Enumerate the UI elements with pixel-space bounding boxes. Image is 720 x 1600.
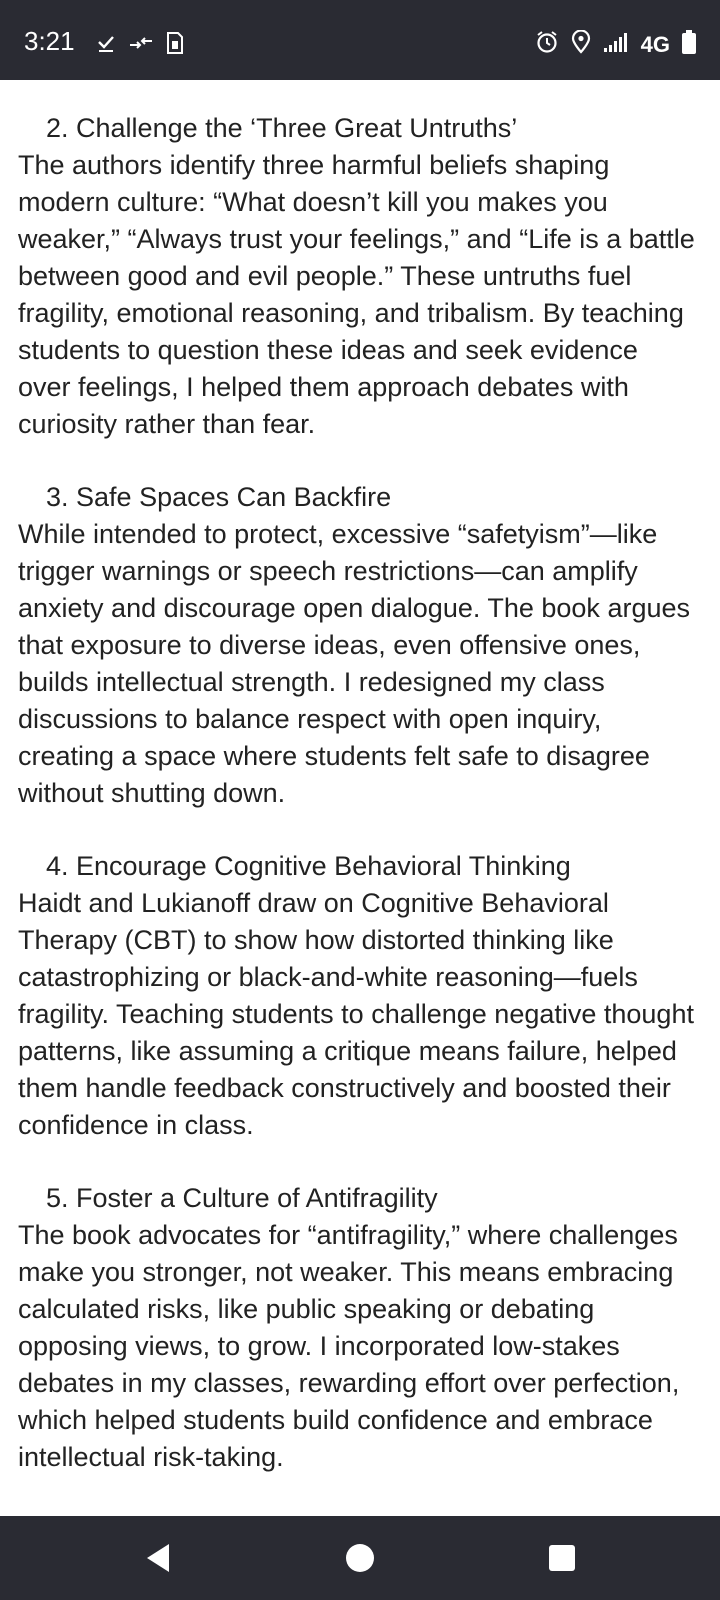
article-section [18, 848, 702, 1144]
home-icon [344, 1542, 376, 1574]
article-section [18, 479, 702, 812]
navigation-bar [0, 1516, 720, 1600]
section-heading: 2. Challenge the ‘Three Great Untruths’ [46, 113, 518, 143]
section-heading: 5. Foster a Culture of Antifragility [46, 1183, 438, 1213]
back-icon [143, 1542, 173, 1574]
article-section [18, 1180, 702, 1476]
location-icon [571, 30, 591, 59]
status-left-icons [96, 32, 184, 59]
status-time: 3:21 [24, 26, 75, 56]
recents-icon [547, 1543, 577, 1573]
back-button[interactable] [136, 1536, 180, 1580]
battery-icon [682, 30, 696, 59]
alarm-icon [535, 30, 559, 59]
transfer-icon [128, 33, 154, 58]
status-right-icons [535, 30, 696, 59]
section-body: Haidt and Lukianoff draw on Cognitive Behavioral Therapy (CBT) to show how distorted thinking like catastrophizing or black-and-white reasoning—fuels fragility. Teaching students to challenge negative thought patterns, like assuming a critique means failure, helped them handle feedback constructively and boosted their confidence in class. [18, 888, 694, 1140]
network-type-label: 4G [640, 31, 670, 57]
home-button[interactable] [338, 1536, 382, 1580]
sim-card-icon [166, 32, 184, 59]
section-body: The book advocates for “antifragility,” where challenges make you stronger, not weaker. This means embracing calculated risks, like public speaking or debating opposing views, to grow. I incorporated low-stakes debates in my classes, rewarding effort over perfection, which helped students build confidence and embrace intellectual risk-taking. [18, 1220, 680, 1472]
recents-button[interactable] [540, 1536, 584, 1580]
section-heading: 3. Safe Spaces Can Backfire [46, 482, 392, 512]
article [0, 80, 702, 1476]
download-check-icon [96, 33, 116, 58]
status-bar [0, 0, 720, 80]
signal-icon [603, 31, 629, 58]
section-body: The authors identify three harmful beliefs shaping modern culture: “What doesn’t kill you makes you weaker,” “Always trust your feelings,” and “Life is a battle between good and evil people.” These untruths fuel fragility, emotional reasoning, and tribalism. By teaching students to question these ideas and seek evidence over feelings, I helped them approach debates with curiosity rather than fear. [18, 150, 695, 439]
article-section [18, 110, 702, 443]
section-body: While intended to protect, excessive “safetyism”—like trigger warnings or speech restrictions—can amplify anxiety and discourage open dialogue. The book argues that exposure to diverse ideas, even offensive ones, builds intellectual strength. I redesigned my class discussions to balance respect with open inquiry, creating a space where students felt safe to disagree without shutting down. [18, 519, 690, 808]
article-content[interactable] [0, 80, 720, 1516]
section-heading: 4. Encourage Cognitive Behavioral Thinking [46, 851, 571, 881]
